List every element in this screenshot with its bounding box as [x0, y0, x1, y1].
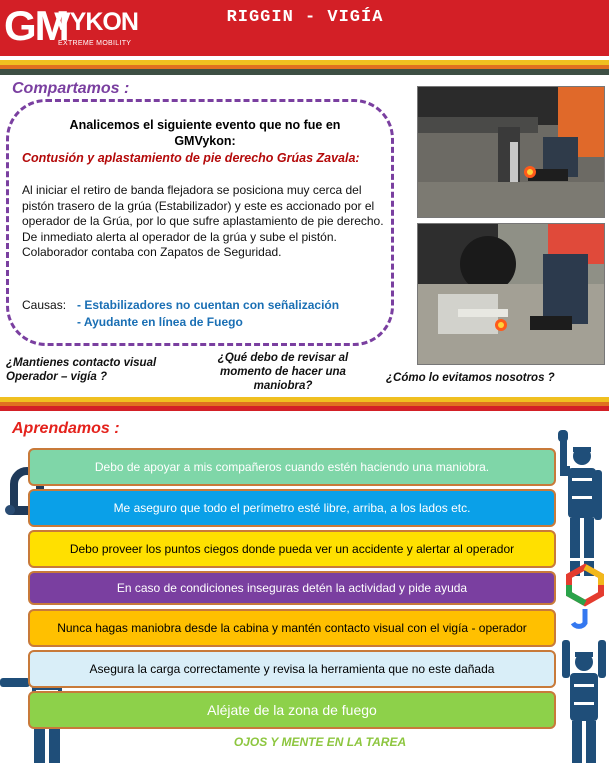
share-section-title: Compartamos : — [12, 80, 130, 97]
causes-label: Causas: — [22, 298, 67, 312]
signaler-worker-icon — [556, 430, 608, 580]
lesson-item: Me aseguro que todo el perímetro esté libre, arriba, a los lados etc. — [28, 489, 556, 527]
question-1: ¿Mantienes contacto visual Operador – vigía ? — [6, 357, 157, 383]
event-description: Al iniciar el retiro de banda flejadora se posiciona muy cerca del pistón trasero de la grúa (Estabilizador) y este es accionado por el operador de la Grúa, por lo que sufre aplastamiento de pie derecho. De inmediato alerta al operador de la grúa y sube el pistón. — [22, 183, 384, 244]
page-title: RIGGIN - VIGÍA — [226, 8, 384, 27]
lesson-item: Asegura la carga correctamente y revisa la herramienta que no este dañada — [28, 650, 556, 688]
learn-section-title: Aprendamos : — [12, 420, 120, 437]
footer-slogan: OJOS Y MENTE EN LA TAREA — [233, 735, 407, 749]
event-subtitle: Contusión y aplastamiento de pie derecho Grúas Zavala: — [22, 151, 360, 165]
stripe-red — [0, 406, 609, 411]
stripe-dark — [0, 69, 609, 75]
question-3: ¿Cómo lo evitamos nosotros ? — [386, 372, 555, 384]
logo-gm: GM — [4, 2, 68, 49]
lesson-item: En caso de condiciones inseguras detén la actividad y pide ayuda — [28, 571, 556, 605]
event-heading: Analicemos el siguiente evento que no fue en GMVykon: — [69, 118, 341, 148]
event-body — [22, 183, 387, 261]
question-2: ¿Qué debo de revisar al momento de hacer una maniobra? — [217, 352, 349, 392]
incident-photo-2 — [417, 223, 605, 365]
event-note: Colaborador contaba con Zapatos de Seguridad. — [22, 245, 282, 259]
logo-tagline: EXTREME MOBILITY — [58, 40, 132, 47]
cause-item: - Estabilizadores no cuentan con señalización — [77, 298, 340, 312]
lesson-item: Aléjate de la zona de fuego — [28, 691, 556, 729]
lesson-item: Debo proveer los puntos ciegos donde pueda ver un accidente y alertar al operador — [28, 530, 556, 568]
logo-vykon: VYKON — [54, 8, 138, 36]
incident-photo-1 — [417, 86, 605, 218]
lesson-item: Nunca hagas maniobra desde la cabina y mantén contacto visual con el vigía - operador — [28, 609, 556, 647]
brand-hexagon-icon — [563, 563, 607, 635]
cause-item: - Ayudante en línea de Fuego — [77, 315, 243, 329]
lesson-item: Debo de apoyar a mis compañeros cuando estén haciendo una maniobra. — [28, 448, 556, 486]
signaler-worker-right-icon — [560, 640, 609, 763]
